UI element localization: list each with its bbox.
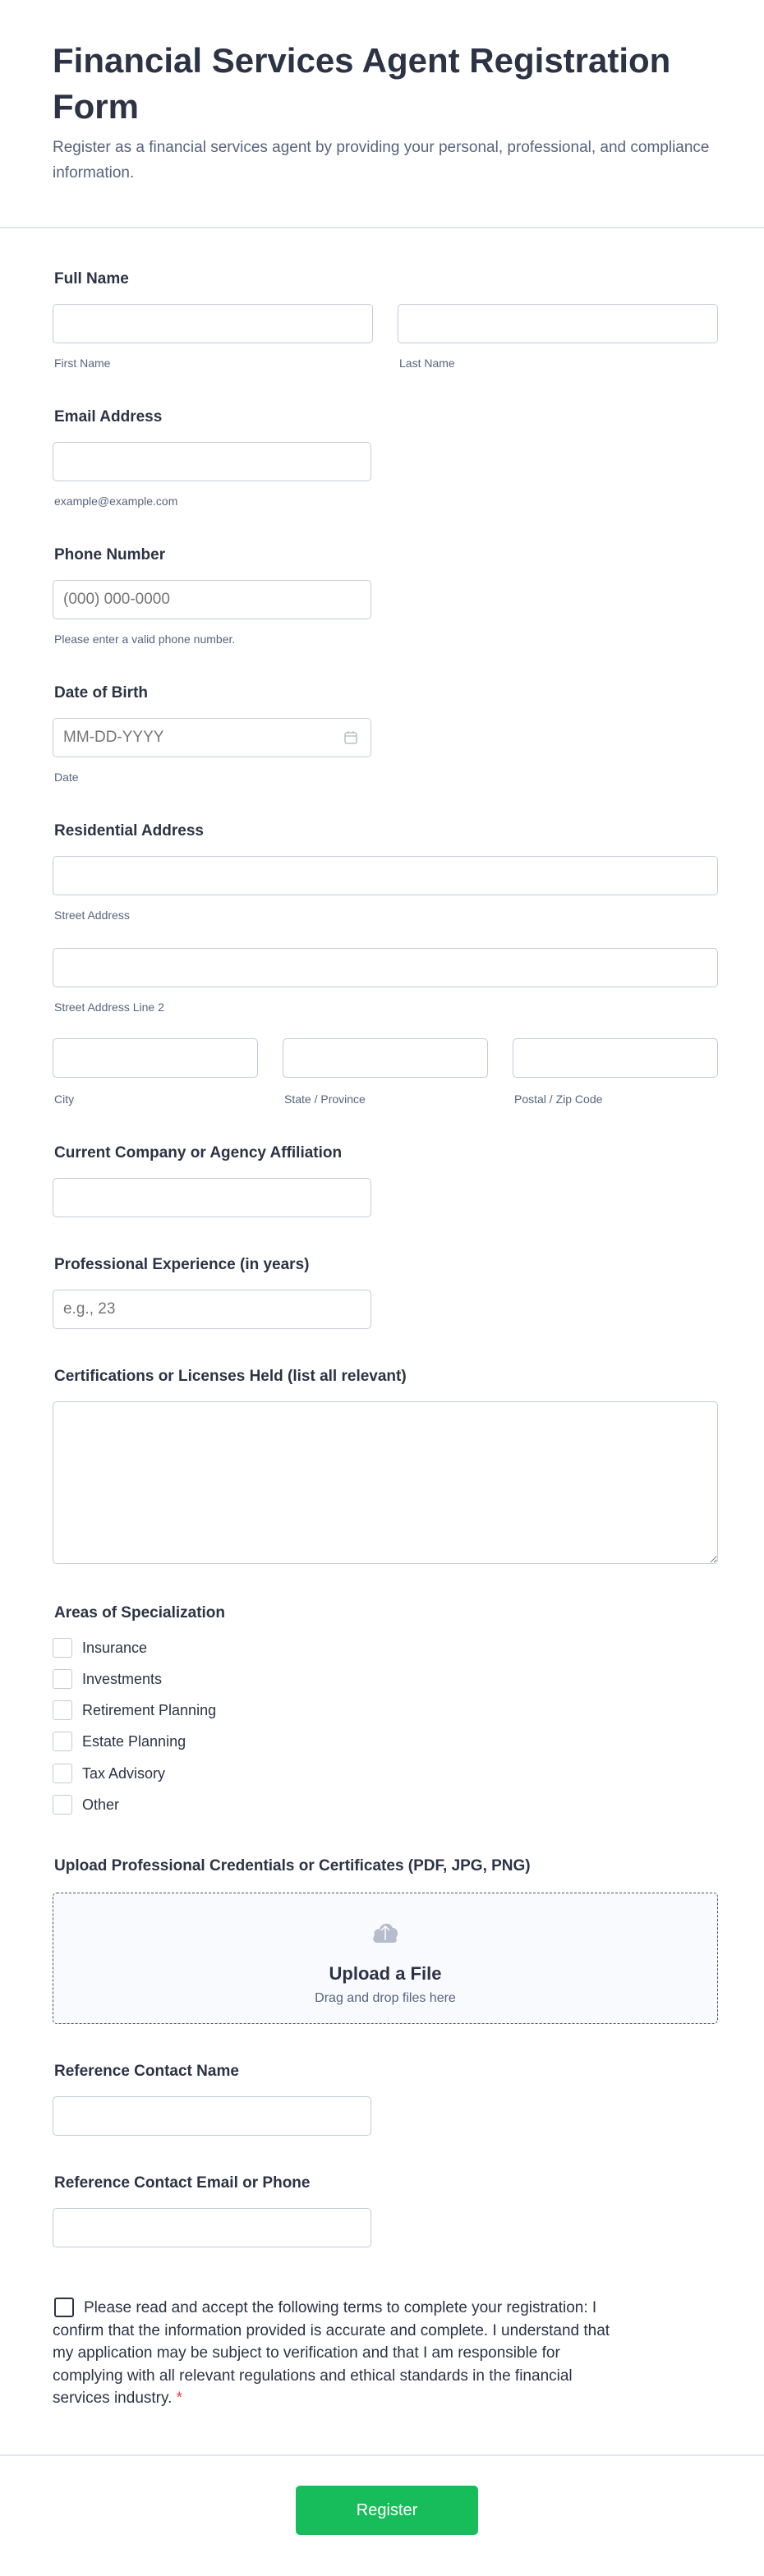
- certifications-label: Certifications or Licenses Held (list all relevant): [54, 1368, 407, 1385]
- state-input[interactable]: [283, 1038, 488, 1078]
- upload-hint: Drag and drop files here: [315, 1991, 456, 2005]
- email-label: Email Address: [54, 408, 163, 426]
- first-name-input[interactable]: [53, 304, 373, 343]
- dob-sublabel: Date: [54, 770, 79, 784]
- phone-input[interactable]: [53, 580, 371, 619]
- zip-input[interactable]: [513, 1038, 718, 1078]
- footer-divider: [0, 2454, 764, 2456]
- checkbox-tax-advisory[interactable]: [53, 1764, 72, 1783]
- option-label: Investments: [82, 1671, 163, 1687]
- email-sublabel: example@example.com: [54, 494, 178, 508]
- email-input[interactable]: [53, 442, 371, 481]
- upload-title: Upload a File: [329, 1963, 442, 1984]
- page-description: Register as a financial services agent by providing your personal, professional, and compliance information.: [53, 139, 710, 182]
- city-input[interactable]: [53, 1038, 258, 1078]
- state-sublabel: State / Province: [284, 1092, 366, 1106]
- required-mark: *: [176, 2390, 183, 2407]
- reference-name-label: Reference Contact Name: [54, 2063, 239, 2080]
- checkbox-retirement-planning[interactable]: [53, 1700, 72, 1720]
- reference-contact-input[interactable]: [53, 2208, 371, 2247]
- street-input[interactable]: [53, 856, 718, 895]
- terms-text: Please read and accept the following terms to complete your registration: I confirm that the information provided is accurate and complete. I understand that my application may be subject to verification and that I am responsible for complying with all relevant regulations and ethical standards in the financial services industry.: [53, 2299, 610, 2407]
- reference-name-input[interactable]: [53, 2096, 371, 2136]
- checkbox-insurance[interactable]: [53, 1638, 72, 1658]
- address-label: Residential Address: [54, 822, 204, 840]
- dob-input[interactable]: [53, 718, 371, 757]
- option-label: Retirement Planning: [82, 1702, 217, 1718]
- upload-label: Upload Professional Credentials or Certificates (PDF, JPG, PNG): [54, 1857, 531, 1874]
- street2-input[interactable]: [53, 948, 718, 987]
- phone-label: Phone Number: [54, 546, 166, 564]
- checkbox-estate-planning[interactable]: [53, 1732, 72, 1751]
- option-label: Other: [82, 1796, 120, 1813]
- full-name-label: Full Name: [54, 270, 129, 288]
- checkbox-investments[interactable]: [53, 1669, 72, 1689]
- experience-input[interactable]: [53, 1290, 371, 1329]
- file-upload-dropzone[interactable]: [53, 1893, 718, 2024]
- option-label: Tax Advisory: [82, 1765, 166, 1782]
- terms-text-block: [53, 2297, 628, 2410]
- experience-label: Professional Experience (in years): [54, 1256, 310, 1273]
- option-label: Estate Planning: [82, 1733, 186, 1750]
- dob-label: Date of Birth: [54, 684, 148, 702]
- register-button[interactable]: Register: [296, 2486, 478, 2535]
- option-label: Insurance: [82, 1640, 148, 1656]
- certifications-textarea[interactable]: [53, 1401, 718, 1564]
- street2-sublabel: Street Address Line 2: [54, 1000, 164, 1014]
- last-name-sublabel: Last Name: [399, 356, 455, 370]
- first-name-sublabel: First Name: [54, 356, 111, 370]
- calendar-icon[interactable]: [343, 730, 358, 745]
- page-title: Financial Services Agent Registration Form: [53, 41, 671, 126]
- header-divider: [0, 227, 764, 228]
- phone-sublabel: Please enter a valid phone number.: [54, 632, 236, 646]
- last-name-input[interactable]: [398, 304, 718, 343]
- areas-label: Areas of Specialization: [54, 1604, 226, 1622]
- company-label: Current Company or Agency Affiliation: [54, 1144, 343, 1162]
- zip-sublabel: Postal / Zip Code: [514, 1092, 603, 1106]
- company-input[interactable]: [53, 1178, 371, 1217]
- checkbox-other[interactable]: [53, 1795, 72, 1815]
- reference-contact-label: Reference Contact Email or Phone: [54, 2174, 311, 2192]
- cloud-upload-icon: [372, 1916, 398, 1944]
- street-sublabel: Street Address: [54, 908, 130, 922]
- city-sublabel: City: [54, 1092, 75, 1106]
